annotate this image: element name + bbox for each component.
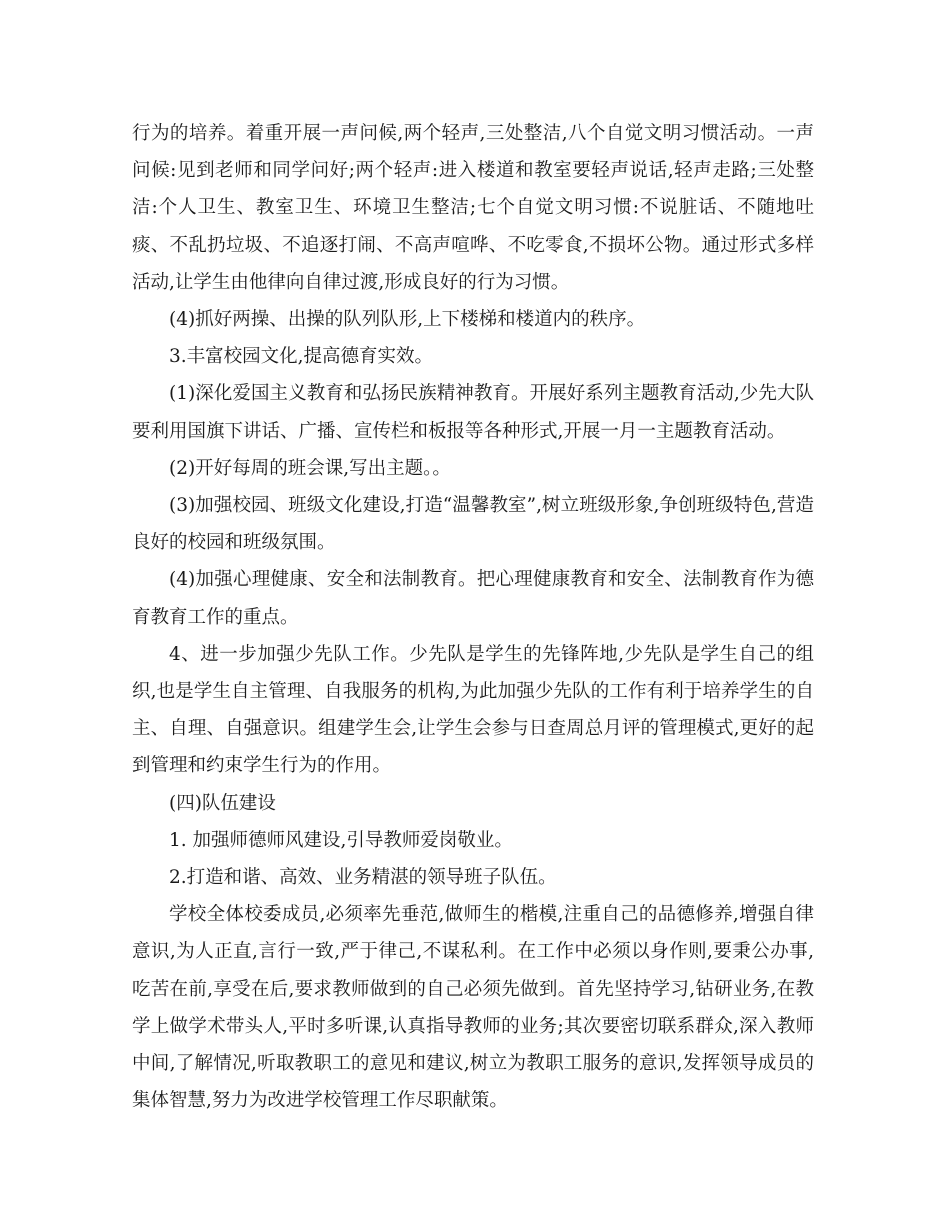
- paragraph-exercise-order: (4)抓好两操、出操的队列队形,上下楼梯和楼道内的秩序。: [169, 309, 646, 331]
- paragraph-campus-culture-heading: 3.丰富校园文化,提高德育实效。: [169, 346, 434, 368]
- document-body: [132, 115, 814, 1119]
- paragraph-school-committee: 学校全体校委成员,必须率先垂范,做师生的楷模,注重自己的品德修养,增强自律意识,为人正直,言行一致,严于律己,不谋私利。在工作中必须以身作则,要秉公办事,吃苦在前,享受在后,要求教师做到的自己必须先做到。首先坚持学习,钻研业务,在教学上做学术带头人,平时多听课,认真指导教师的业务;其次要密切联系群众,深入教师中间,了解情况,听取教职工的意见和建议,树立为教职工服务的意识,发挥领导成员的集体智慧,努力为改进学校管理工作尽职献策。: [132, 904, 814, 1112]
- paragraph-behavior-cultivation: 行为的培养。着重开展一声问候,两个轻声,三处整洁,八个自觉文明习惯活动。一声问候:见到老师和同学问好;两个轻声:进入楼道和教室要轻声说话,轻声走路;三处整洁:个人卫生、教室卫生、环境卫生整洁;七个自觉文明习惯:不说脏话、不随地吐痰、不乱扔垃圾、不追逐打闹、不高声喧哗、不吃零食,不损坏公物。通过形式多样活动,让学生由他律向自律过渡,形成良好的行为习惯。: [132, 123, 814, 293]
- paragraph-patriotism-education: (1)深化爱国主义教育和弘扬民族精神教育。开展好系列主题教育活动,少先大队要利用国旗下讲话、广播、宣传栏和板报等各种形式,开展一月一主题教育活动。: [132, 383, 814, 442]
- section-heading-team-building: (四)队伍建设: [169, 792, 276, 814]
- paragraph-class-culture: (3)加强校园、班级文化建设,打造“温馨教室”,树立班级形象,争创班级特色,营造良好的校园和班级氛围。: [132, 495, 814, 554]
- paragraph-leadership-team: 2.打造和谐、高效、业务精湛的领导班子队伍。: [169, 867, 557, 889]
- paragraph-mental-health: (4)加强心理健康、安全和法制教育。把心理健康教育和安全、法制教育作为德育教育工作的重点。: [132, 569, 814, 628]
- paragraph-class-meeting: (2)开好每周的班会课,写出主题。。: [169, 457, 451, 479]
- paragraph-young-pioneers: 4、进一步加强少先队工作。少先队是学生的先锋阵地,少先队是学生自己的组织,也是学生自主管理、自我服务的机构,为此加强少先队的工作有利于培养学生的自主、自理、自强意识。组建学生会,让学生会参与日查周总月评的管理模式,更好的起到管理和约束学生行为的作用。: [132, 643, 814, 777]
- paragraph-teacher-ethics: 1. 加强师德师风建设,引导教师爱岗敬业。: [169, 829, 513, 851]
